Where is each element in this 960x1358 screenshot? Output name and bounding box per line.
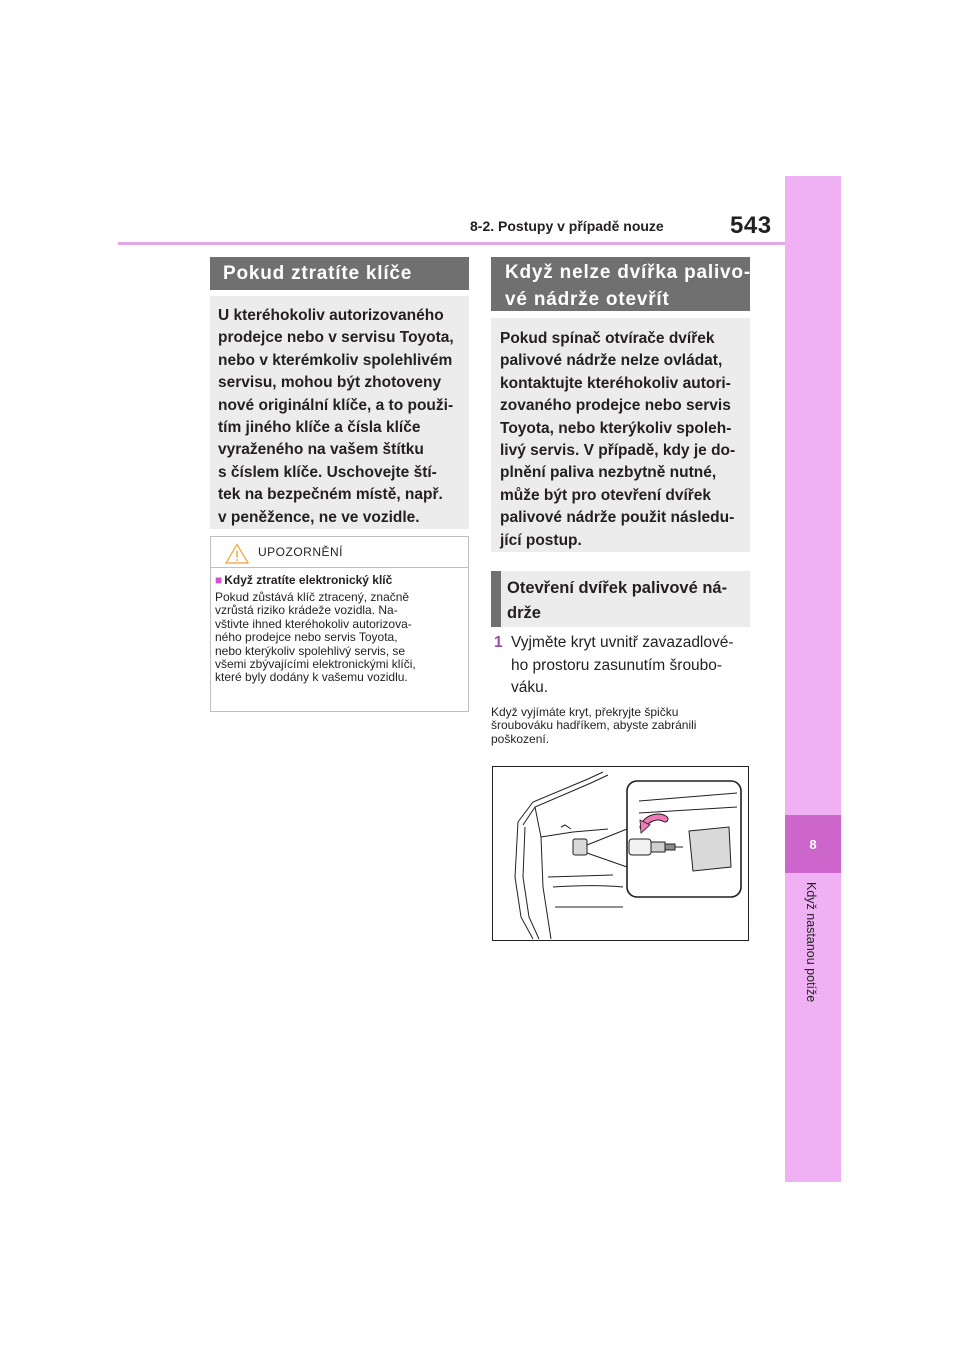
caution-subheading <box>215 573 392 587</box>
body-line: livý servis. V případě, kdy je do- <box>500 442 736 460</box>
square-bullet-icon: ■ <box>215 573 223 587</box>
warning-triangle-icon <box>225 543 249 564</box>
body-line: Toyota, nebo kterýkoliv spoleh- <box>500 419 732 437</box>
body-line: nové originální klíče, a to použi- <box>218 396 454 414</box>
body-line: servisu, mohou být zhotoveny <box>218 374 442 392</box>
note-line: poškození. <box>491 731 550 746</box>
subheading-line: drže <box>507 604 541 622</box>
body-line: s číslem klíče. Uschovejte ští- <box>218 463 437 481</box>
body-line: zovaného prodejce nebo servis <box>500 397 731 415</box>
step-line: váku. <box>511 679 549 696</box>
chapter-number: 8 <box>809 836 817 852</box>
heading-line: vé nádrže otevřít <box>505 289 670 310</box>
fuel-door-heading <box>491 257 750 311</box>
chapter-tab-strip <box>785 176 841 1182</box>
lost-keys-heading: Pokud ztratíte klíče <box>210 257 469 290</box>
trunk-cover-illustration <box>492 766 749 941</box>
trunk-screwdriver-drawing <box>493 767 748 940</box>
body-line: nebo v kterémkoliv spolehlivém <box>218 351 453 369</box>
body-line: tek na bezpečném místě, např. <box>218 486 443 504</box>
body-line: tím jiného klíče a čísla klíče <box>218 419 421 437</box>
step-text <box>511 632 734 700</box>
body-line: U kteréhokoliv autorizovaného <box>218 307 444 324</box>
body-line: jící postup. <box>500 531 582 549</box>
body-line: kontaktujte kteréhokoliv autori- <box>500 374 731 392</box>
fuel-door-body <box>491 318 750 552</box>
header-rule <box>118 242 785 245</box>
subheading-line: Otevření dvířek palivové ná- <box>507 579 728 597</box>
caution-header <box>211 537 468 568</box>
body-line: v peněžence, ne ve vozidle. <box>218 508 420 526</box>
step-line: Vyjměte kryt uvnitř zavazadlové- <box>511 634 734 651</box>
heading-line: Když nelze dvířka palivo- <box>505 262 751 283</box>
step-number: 1 <box>494 634 503 651</box>
subheading-text <box>507 576 727 626</box>
body-line: plnění paliva nezbytně nutné, <box>500 464 717 482</box>
body-line: prodejce nebo v servisu Toyota, <box>218 329 454 347</box>
body-line: palivové nádrže nelze ovládat, <box>500 352 723 370</box>
note-line: šroubováku hadříkem, abyste zabránili <box>491 718 697 733</box>
body-line: může být pro otevření dvířek <box>500 486 712 504</box>
caution-line: ného prodejce nebo servis Toyota, <box>215 630 398 645</box>
fuel-door-subheading <box>491 571 750 627</box>
caution-line: všemi zbývajícími elektronickými klíči, <box>215 657 416 672</box>
step-note <box>491 706 696 746</box>
caution-body <box>215 591 416 685</box>
subheading-bar <box>491 571 501 627</box>
caution-line: které byly dodány k vašemu vozidlu. <box>215 670 408 685</box>
caution-line: vštivte ihned kteréhokoliv autorizova- <box>215 616 412 631</box>
chapter-title: Když nastanou potíže <box>804 882 818 1003</box>
page-number: 543 <box>730 212 772 239</box>
caution-subheading-text: Když ztratíte elektronický klíč <box>224 573 393 587</box>
lost-keys-body <box>210 296 469 529</box>
caution-line: Pokud zůstává klíč ztracený, značně <box>215 590 410 604</box>
caution-line: nebo kterýkoliv spolehlivý servis, se <box>215 643 406 658</box>
body-line: palivové nádrže použit následu- <box>500 509 735 527</box>
chapter-number-box <box>785 815 841 873</box>
caution-title: UPOZORNĚNÍ <box>258 545 344 559</box>
section-title: 8-2. Postupy v případě nouze <box>470 218 664 234</box>
body-line: Pokud spínač otvírače dvířek <box>500 330 715 347</box>
caution-line: vzrůstá riziko krádeže vozidla. Na- <box>215 603 398 618</box>
caution-box <box>210 536 469 712</box>
body-line: vyraženého na vašem štítku <box>218 441 424 459</box>
step-line: ho prostoru zasunutím šroubo- <box>511 656 723 674</box>
note-line: Když vyjímáte kryt, překryjte špičku <box>491 705 679 719</box>
